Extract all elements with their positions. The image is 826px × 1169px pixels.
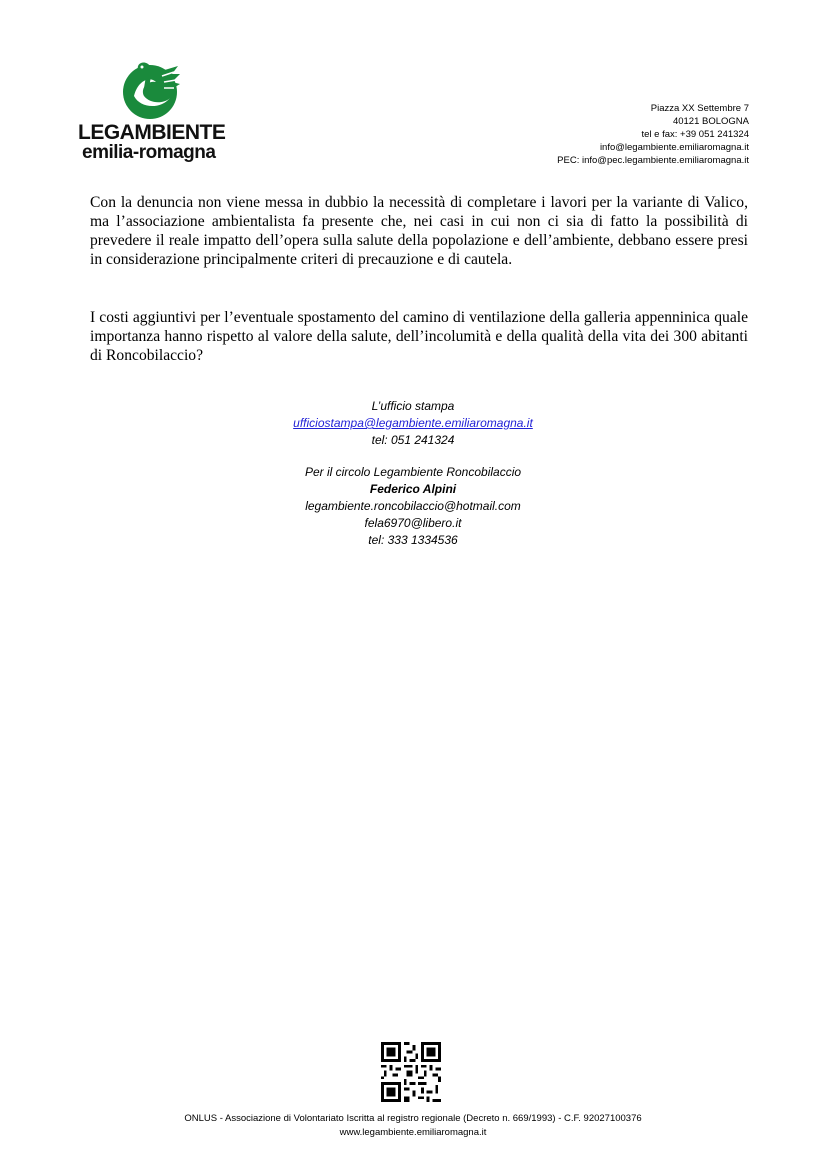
address-block (557, 102, 749, 167)
address-phone: tel e fax: +39 051 241324 (641, 129, 749, 140)
footer-website: www.legambiente.emiliaromagna.it (339, 1127, 487, 1138)
qr-code-icon (381, 1042, 441, 1102)
swan-logo-icon (120, 58, 184, 120)
address-city: 40121 BOLOGNA (672, 116, 749, 127)
press-office-email-link[interactable]: ufficiostampa@legambiente.emiliaromagna.it (293, 416, 533, 430)
press-office-phone: tel: 051 241324 (371, 433, 455, 447)
address-street: Piazza XX Settembre 7 (650, 103, 749, 114)
address-pec: PEC: info@pec.legambiente.emiliaromagna.it (557, 155, 749, 166)
body-paragraph-1: Con la denuncia non viene messa in dubbio la necessità di completare i lavori per la variante di Valico, ma l’associazione ambientalista fa presente che, nei casi in cui non ci sia di fatto la possibilità di prevedere il reale impatto dell’opera sulla salute della popolazione e dell’ambiente, debbano essere presi in considerazione principalmente criteri di precauzione e di cautela. (90, 194, 748, 268)
circle-intro: Per il circolo Legambiente Roncobilaccio (304, 465, 522, 479)
logo-text-region: emilia-romagna (82, 142, 216, 163)
circle-contact-name: Federico Alpini (369, 482, 457, 496)
body-paragraph-2: I costi aggiuntivi per l’eventuale spostamento del camino di ventilazione della galleria appenninica quale importanza hanno rispetto al valore della salute, dell’incolumità e della qualità della vita dei 300 abitanti di Roncobilaccio? (90, 309, 748, 364)
circle-phone: tel: 333 1334536 (368, 533, 458, 547)
circle-signature (0, 464, 826, 549)
press-office-signature (0, 398, 826, 449)
legambiente-logo (78, 58, 228, 168)
press-office-title: L’ufficio stampa (371, 399, 455, 413)
logo-text-legambiente: LEGAMBIENTE (78, 121, 226, 144)
footer-legal-info: ONLUS - Associazione di Volontariato Iscritta al registro regionale (Decreto n. 669/1993) - C.F. 92027100376 (184, 1113, 642, 1124)
footer (0, 1112, 826, 1140)
circle-email-2: fela6970@libero.it (364, 516, 462, 530)
circle-email-1: legambiente.roncobilaccio@hotmail.com (305, 499, 521, 513)
address-email: info@legambiente.emiliaromagna.it (599, 142, 749, 153)
